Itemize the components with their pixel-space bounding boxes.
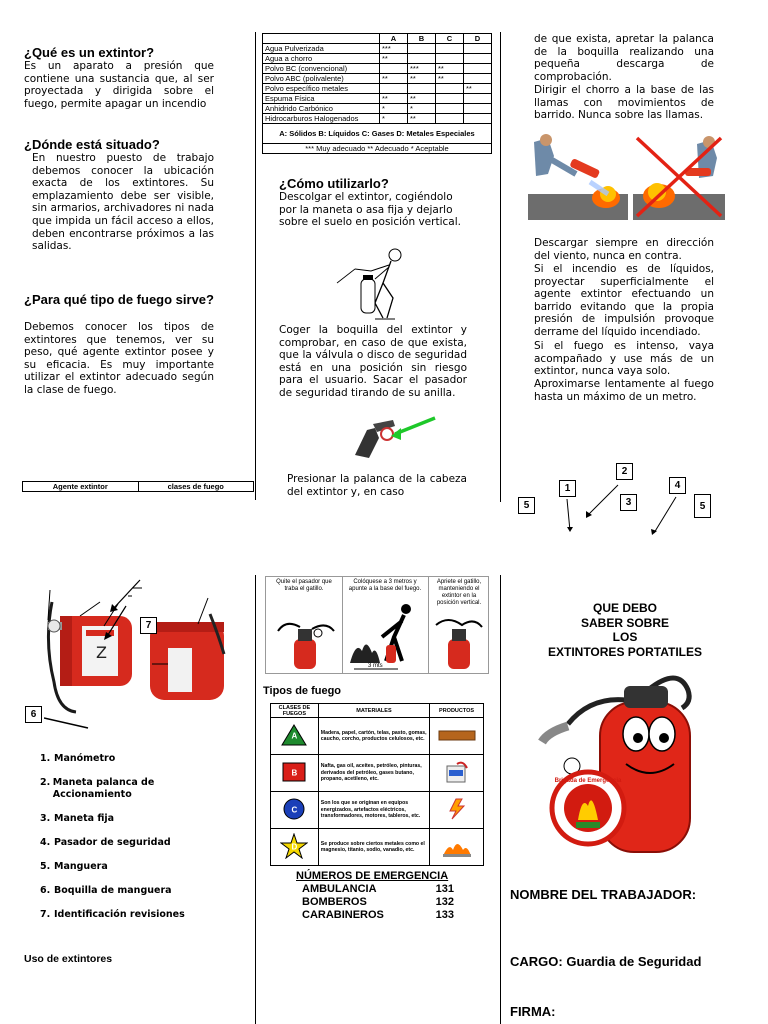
list-label: Pasador de seguridad bbox=[54, 837, 171, 848]
table-row bbox=[263, 54, 492, 64]
fire-class-cell bbox=[271, 792, 319, 829]
agent-name: Hidrocarburos Halogenados bbox=[263, 114, 380, 124]
header-cell: clases de fuego bbox=[138, 482, 254, 492]
rating-cell: * bbox=[380, 104, 408, 114]
rating-cell: *** bbox=[380, 44, 408, 54]
agent-name: Anhidrido Carbónico bbox=[263, 104, 380, 114]
emergency-service: CARABINEROS bbox=[302, 909, 384, 921]
cover-title-line: QUE DEBO bbox=[592, 601, 657, 615]
rating-cell: ** bbox=[436, 64, 464, 74]
rating-cell bbox=[464, 74, 492, 84]
paragraph-intense-fire: Si el fuego es intenso, vaya acompañado y use más de un extintor, nunca vaya solo. bbox=[534, 340, 714, 378]
rating-cell bbox=[408, 54, 436, 64]
fire-header-cell: PRODUCTOS bbox=[430, 704, 484, 718]
agent-name: Polvo BC (convencional) bbox=[263, 64, 380, 74]
cover-title-line: EXTINTORES PORTATILES bbox=[547, 644, 702, 659]
rating-cell bbox=[436, 44, 464, 54]
paragraph-aim-base: Dirigir el chorro a la base de las llamas con movimientos de barrido. Nunca sobre las llamas. bbox=[534, 84, 714, 122]
rating-cell bbox=[464, 114, 492, 124]
paragraph-where: En nuestro puesto de trabajo debemos conocer la ubicación exacta de los extintores. Su emplazamiento debe ser visible, sin armarios, archivadores ni nada que impida un fácil acceso a ellos, deben encontrarse próximos a las salidas. bbox=[32, 152, 214, 253]
emergency-numbers bbox=[302, 883, 462, 922]
rating-cell bbox=[464, 104, 492, 114]
table-row bbox=[263, 64, 492, 74]
heading-where: ¿Dónde está situado? bbox=[24, 137, 160, 152]
fire-class-letter: A bbox=[291, 731, 298, 741]
header-class-d: D bbox=[464, 34, 492, 44]
list-label: Boquilla de manguera bbox=[54, 885, 172, 896]
fire-class-letter: C bbox=[291, 805, 298, 815]
heading-how-to-use: ¿Cómo utilizarlo? bbox=[279, 176, 389, 191]
rating-cell bbox=[436, 54, 464, 64]
agent-class-table-header bbox=[22, 481, 254, 492]
rating-cell bbox=[436, 94, 464, 104]
list-number: 5. bbox=[40, 861, 51, 872]
cover-title-line: SABER SOBRE bbox=[580, 615, 669, 630]
table-row bbox=[263, 74, 492, 84]
rating-cell: * bbox=[380, 114, 408, 124]
fire-class-d-icon bbox=[280, 833, 308, 861]
rating-cell: ** bbox=[380, 94, 408, 104]
parts-list bbox=[40, 753, 220, 933]
cover-title bbox=[530, 601, 720, 659]
rating-cell: * bbox=[408, 104, 436, 114]
list-item bbox=[40, 909, 220, 921]
man-lifting-extinguisher-illustration bbox=[325, 243, 425, 323]
fire-class-cell bbox=[271, 755, 319, 792]
list-number: 2. bbox=[40, 777, 51, 788]
paragraph-how-2: Coger la boquilla del extintor y comprobar, en caso de que exista, que la válvula o disco de seguridad está en una posición sin riesgo para el usuario. Sacar el pasador de seguridad tirando de su anilla. bbox=[279, 324, 467, 399]
list-label: Manómetro bbox=[54, 753, 116, 764]
list-item bbox=[40, 777, 220, 801]
extinguisher-mascot bbox=[528, 672, 734, 858]
list-item bbox=[40, 837, 220, 849]
divider bbox=[500, 575, 501, 1024]
emergency-number[interactable]: 133 bbox=[435, 909, 454, 921]
header-class-c: C bbox=[436, 34, 464, 44]
table-row bbox=[263, 114, 492, 124]
paint-can-icon bbox=[443, 760, 471, 784]
fire-materials-cell: Se produce sobre ciertos metales como el magnesio, titanio, sodio, vanadio, etc. bbox=[318, 829, 429, 866]
fire-class-cell bbox=[271, 829, 319, 866]
paragraph-how-1: Descolgar el extintor, cogiéndolo por la maneta o asa fija y dejarlo sobre el suelo en posición vertical. bbox=[279, 191, 461, 229]
header-blank bbox=[263, 34, 380, 44]
table-row bbox=[263, 94, 492, 104]
emergency-number[interactable]: 131 bbox=[435, 883, 454, 895]
fire-header-cell: MATERIALES bbox=[318, 704, 429, 718]
rating-cell: ** bbox=[380, 54, 408, 64]
fire-product-cell bbox=[430, 829, 484, 866]
heading-fire-type: ¿Para qué tipo de fuego sirve? bbox=[24, 292, 214, 307]
header-cell: Agente extintor bbox=[23, 482, 139, 492]
list-item bbox=[40, 885, 220, 897]
callout-7: 7 bbox=[140, 617, 157, 634]
callout-6: 6 bbox=[25, 706, 42, 723]
list-item bbox=[40, 813, 220, 825]
agent-name: Agua Pulverizada bbox=[263, 44, 380, 54]
list-item bbox=[40, 753, 220, 765]
rating-cell: ** bbox=[436, 74, 464, 84]
rating-cell bbox=[436, 104, 464, 114]
agent-name: Polvo ABC (polivalente) bbox=[263, 74, 380, 84]
legend-classes: A: Sólidos B: Líquidos C: Gases D: Metales Especiales bbox=[263, 124, 492, 144]
fire-class-letter: D bbox=[291, 842, 298, 852]
rating-cell bbox=[380, 84, 408, 94]
agent-name: Agua a chorro bbox=[263, 54, 380, 64]
electric-spark-icon bbox=[444, 797, 470, 821]
fire-materials-cell: Son los que se originan en equipos energizados, artefactos eléctricos, transformadores, motores, tableros, etc. bbox=[318, 792, 429, 829]
agent-name: Espuma Física bbox=[263, 94, 380, 104]
list-item bbox=[40, 861, 220, 873]
fire-product-cell bbox=[430, 755, 484, 792]
step-1-caption: Quite el pasador que traba el gatillo. bbox=[276, 579, 332, 592]
metal-fire-icon bbox=[439, 834, 475, 858]
table-row bbox=[263, 84, 492, 94]
callout-1: 1 bbox=[559, 480, 576, 497]
extinguisher-agent-table bbox=[262, 33, 492, 154]
table-row bbox=[263, 44, 492, 54]
divider bbox=[500, 32, 501, 502]
safety-pin-illustration bbox=[345, 410, 440, 460]
rating-cell: ** bbox=[408, 94, 436, 104]
rating-cell bbox=[436, 114, 464, 124]
step-2-aim-illustration bbox=[346, 601, 426, 673]
rating-cell bbox=[464, 54, 492, 64]
list-number: 1. bbox=[40, 753, 51, 764]
cargo-label: CARGO: Guardia de Seguridad bbox=[510, 954, 702, 969]
list-number: 6. bbox=[40, 885, 51, 896]
pointer-arrow bbox=[102, 604, 132, 644]
emergency-row bbox=[302, 909, 462, 922]
rating-cell bbox=[408, 44, 436, 54]
list-number: 7. bbox=[40, 909, 51, 920]
table-row bbox=[263, 104, 492, 114]
table-row bbox=[271, 718, 484, 755]
fire-product-cell bbox=[430, 718, 484, 755]
fire-materials-cell: Nafta, gas oil, aceites, petróleo, pinturas, derivados del petróleo, gases butano, propano, acetileno, etc. bbox=[318, 755, 429, 792]
rating-cell: *** bbox=[408, 64, 436, 74]
paragraph-how-3: Presionar la palanca de la cabeza del extintor y, en caso bbox=[287, 473, 467, 498]
cover-title-line: LOS bbox=[612, 630, 638, 644]
table-row bbox=[271, 792, 484, 829]
list-label: Manguera bbox=[54, 861, 108, 872]
extinguisher-photo-side bbox=[140, 594, 228, 706]
svg-text:Z: Z bbox=[96, 643, 107, 662]
list-label: Maneta palanca de Accionamiento bbox=[52, 777, 155, 800]
badge-text: Brigada de Emergencia bbox=[554, 778, 622, 784]
uso-extintores-label: Uso de extintores bbox=[24, 953, 113, 965]
emergency-row bbox=[302, 896, 462, 909]
paragraph-liquid-fire: Si el incendio es de líquidos, proyectar superficialmente el agente extintor efectuando un barrido evitando que la propia presión de impulsión provoque derrame del líquido incendiado. bbox=[534, 263, 714, 338]
paragraph-what-is: Es un aparato a presión que contiene una sustancia que, al ser proyectada y dirigida sobre el fuego, permite apagar un incendio bbox=[24, 60, 214, 110]
step-2-caption: Colóquese a 3 metros y apunte a la base del fuego. bbox=[348, 579, 422, 592]
fire-types-title: Tipos de fuego bbox=[263, 685, 342, 697]
rating-cell: ** bbox=[408, 114, 436, 124]
correct-use-illustration bbox=[528, 134, 628, 220]
fire-types-table bbox=[270, 703, 484, 866]
callout-4: 4 bbox=[669, 477, 686, 494]
emergency-title: NÚMEROS DE EMERGENCIA bbox=[296, 870, 449, 882]
rating-cell bbox=[464, 64, 492, 74]
divider bbox=[255, 575, 256, 1024]
fire-materials-cell: Madera, papel, cartón, telas, pasto, gomas, caucho, corcho, productos celulosos, etc. bbox=[318, 718, 429, 755]
paragraph-approach: Aproximarse lentamente al fuego hasta un máximo de un metro. bbox=[534, 378, 714, 403]
callout-2: 2 bbox=[616, 463, 633, 480]
emergency-service: BOMBEROS bbox=[302, 896, 367, 908]
legend-rating: *** Muy adecuado ** Adecuado * Aceptable bbox=[263, 144, 492, 154]
rating-cell: ** bbox=[464, 84, 492, 94]
hose-line bbox=[44, 712, 94, 732]
fire-class-cell bbox=[271, 718, 319, 755]
fire-product-cell bbox=[430, 792, 484, 829]
table-row bbox=[271, 829, 484, 866]
heading-what-is: ¿Qué es un extintor? bbox=[24, 45, 155, 60]
callout-5: 5 bbox=[518, 497, 535, 514]
distance-label: 3 mts bbox=[368, 663, 383, 669]
rating-cell: ** bbox=[380, 74, 408, 84]
step-1-pull-pin-illustration bbox=[272, 611, 338, 671]
step-3-caption: Apriete el gatillo, manteniendo el extintor en la posición vertical. bbox=[436, 579, 482, 606]
rating-cell bbox=[464, 94, 492, 104]
rating-cell bbox=[408, 84, 436, 94]
header-class-a: A bbox=[380, 34, 408, 44]
agent-name: Polvo específico metales bbox=[263, 84, 380, 94]
callout-5: 5 bbox=[694, 494, 711, 518]
usage-steps-panel bbox=[265, 576, 489, 674]
list-label: Identificación revisiones bbox=[54, 909, 185, 920]
list-label: Maneta fija bbox=[54, 813, 115, 824]
rating-cell: ** bbox=[408, 74, 436, 84]
paragraph-discharge-test: de que exista, apretar la palanca de la boquilla realizando una pequeña descarga de comprobación. bbox=[534, 33, 714, 83]
list-number: 3. bbox=[40, 813, 51, 824]
table-row bbox=[271, 755, 484, 792]
emergency-number[interactable]: 132 bbox=[435, 896, 454, 908]
paragraph-wind: Descargar siempre en dirección del viento, nunca en contra. bbox=[534, 237, 714, 262]
fire-class-letter: B bbox=[291, 768, 298, 778]
rating-cell bbox=[436, 84, 464, 94]
emergency-service: AMBULANCIA bbox=[302, 883, 377, 895]
callout-leader-lines bbox=[520, 475, 690, 545]
divider bbox=[255, 32, 256, 500]
callout-3: 3 bbox=[620, 494, 637, 511]
worker-name-label[interactable]: NOMBRE DEL TRABAJADOR: bbox=[510, 887, 697, 902]
fire-class-c-icon bbox=[282, 798, 306, 822]
signature-label[interactable]: FIRMA: bbox=[510, 1004, 556, 1019]
list-number: 4. bbox=[40, 837, 51, 848]
fire-class-a-icon bbox=[281, 724, 307, 748]
fire-class-b-icon bbox=[282, 762, 306, 784]
rating-cell bbox=[380, 64, 408, 74]
paragraph-fire-type: Debemos conocer los tipos de extintores que tenemos, ver su peso, qué agente extintor posee y su eficacia. Es muy importante utilizar el extintor adecuado según la clase de fuego. bbox=[24, 321, 214, 396]
fire-header-cell: CLASES DE FUEGOS bbox=[271, 704, 319, 718]
header-class-b: B bbox=[408, 34, 436, 44]
rating-cell bbox=[464, 44, 492, 54]
step-3-squeeze-illustration bbox=[432, 611, 488, 671]
wrong-use-illustration bbox=[633, 134, 725, 220]
wood-icon bbox=[437, 727, 477, 743]
emergency-row bbox=[302, 883, 462, 896]
